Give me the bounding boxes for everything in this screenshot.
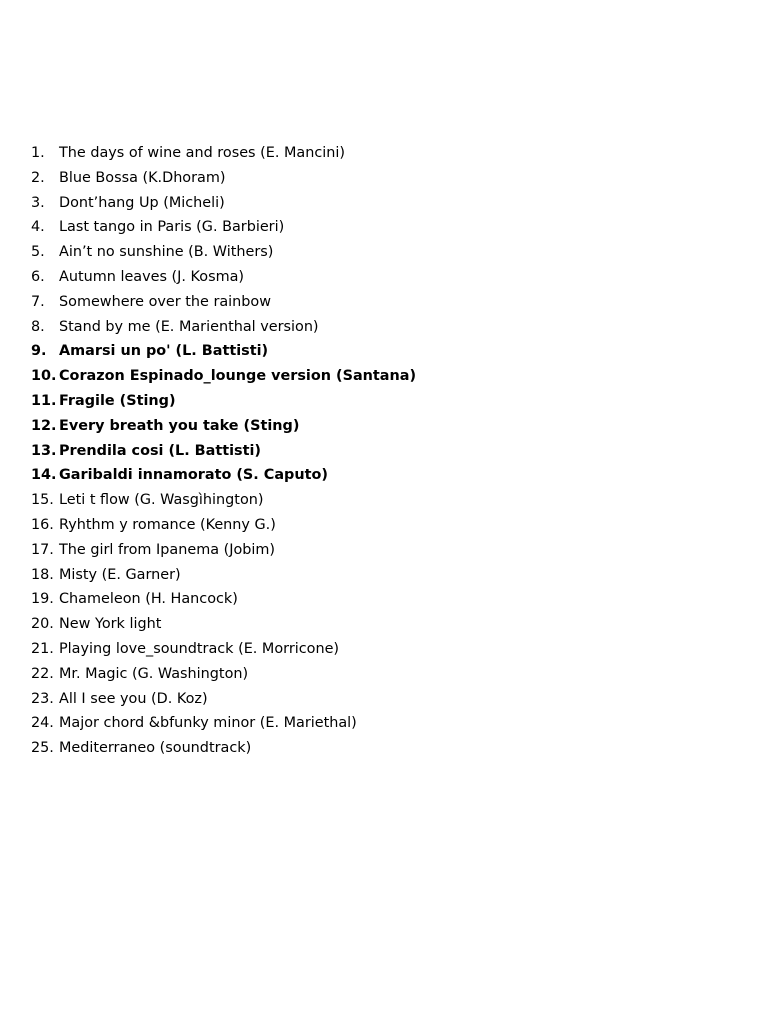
track-number: 14. bbox=[31, 467, 57, 484]
track-title: Prendila cosi (L. Battisti) bbox=[59, 442, 262, 459]
track-number: 11. bbox=[31, 392, 57, 409]
track-item bbox=[31, 587, 416, 612]
track-item bbox=[31, 215, 416, 240]
track-number: 13. bbox=[31, 442, 57, 459]
track-item bbox=[31, 513, 416, 538]
track-item bbox=[31, 736, 416, 761]
track-title: Major chord &bfunky minor (E. Mariethal) bbox=[59, 715, 357, 732]
track-title: Dont’hang Up (Micheli) bbox=[59, 194, 225, 211]
track-number: 7. bbox=[31, 293, 45, 310]
track-number: 22. bbox=[31, 665, 54, 682]
track-number: 19. bbox=[31, 591, 54, 608]
track-title: Ryhthm y romance (Kenny G.) bbox=[59, 516, 276, 533]
track-title: Stand by me (E. Marienthal version) bbox=[59, 318, 319, 335]
track-title: Misty (E. Garner) bbox=[59, 566, 181, 583]
track-title: Autumn leaves (J. Kosma) bbox=[59, 268, 245, 285]
track-title: Ain’t no sunshine (B. Withers) bbox=[59, 244, 274, 261]
track-number: 2. bbox=[31, 169, 45, 186]
track-number: 3. bbox=[31, 194, 45, 211]
track-item bbox=[31, 488, 416, 513]
track-number: 24. bbox=[31, 715, 54, 732]
track-number: 12. bbox=[31, 417, 57, 434]
track-item bbox=[31, 339, 416, 364]
track-number: 6. bbox=[31, 268, 45, 285]
track-item bbox=[31, 538, 416, 563]
track-title: Playing love_soundtrack (E. Morricone) bbox=[59, 640, 340, 657]
track-item bbox=[31, 166, 416, 191]
track-title: All I see you (D. Koz) bbox=[59, 690, 208, 707]
track-item bbox=[31, 389, 416, 414]
track-number: 9. bbox=[31, 343, 47, 360]
track-item bbox=[31, 364, 416, 389]
track-title: Amarsi un po' (L. Battisti) bbox=[59, 343, 269, 360]
track-title: Chameleon (H. Hancock) bbox=[59, 591, 238, 608]
track-title: Blue Bossa (K.Dhoram) bbox=[59, 169, 226, 186]
track-item bbox=[31, 141, 416, 166]
track-number: 1. bbox=[31, 145, 45, 161]
track-number: 4. bbox=[31, 219, 45, 236]
track-item bbox=[31, 612, 416, 637]
track-title: Fragile (Sting) bbox=[59, 392, 176, 409]
track-title: Corazon Espinado_lounge version (Santana) bbox=[59, 368, 417, 385]
track-number: 15. bbox=[31, 492, 54, 509]
track-item bbox=[31, 414, 416, 439]
track-number: 16. bbox=[31, 516, 54, 533]
track-number: 5. bbox=[31, 244, 45, 261]
track-number: 18. bbox=[31, 566, 54, 583]
track-number: 17. bbox=[31, 541, 54, 558]
track-item bbox=[31, 240, 416, 265]
track-title: Last tango in Paris (G. Barbieri) bbox=[59, 219, 285, 236]
track-title: Leti t flow (G. Wasgìhington) bbox=[59, 492, 264, 509]
track-item bbox=[31, 687, 416, 712]
track-title: Mr. Magic (G. Washington) bbox=[59, 665, 249, 682]
track-item bbox=[31, 265, 416, 290]
track-item bbox=[31, 463, 416, 488]
track-item bbox=[31, 315, 416, 340]
track-title: Every breath you take (Sting) bbox=[59, 417, 300, 434]
track-item bbox=[31, 711, 416, 736]
track-item bbox=[31, 191, 416, 216]
track-item bbox=[31, 637, 416, 662]
track-title: The girl from Ipanema (Jobim) bbox=[59, 541, 276, 558]
track-title: New York light bbox=[59, 616, 162, 633]
track-number: 8. bbox=[31, 318, 45, 335]
track-number: 20. bbox=[31, 616, 54, 633]
track-item bbox=[31, 439, 416, 464]
track-number: 10. bbox=[31, 368, 57, 385]
track-item bbox=[31, 662, 416, 687]
track-title: Garibaldi innamorato (S. Caputo) bbox=[59, 467, 328, 484]
track-title: Mediterraneo (soundtrack) bbox=[59, 740, 252, 757]
track-title: Somewhere over the rainbow bbox=[59, 293, 272, 310]
track-number: 21. bbox=[31, 640, 54, 657]
track-title: The days of wine and roses (E. Mancini) bbox=[59, 145, 345, 161]
track-number: 25. bbox=[31, 740, 54, 757]
track-list bbox=[31, 141, 416, 761]
track-item bbox=[31, 290, 416, 315]
track-number: 23. bbox=[31, 690, 54, 707]
track-item bbox=[31, 563, 416, 588]
